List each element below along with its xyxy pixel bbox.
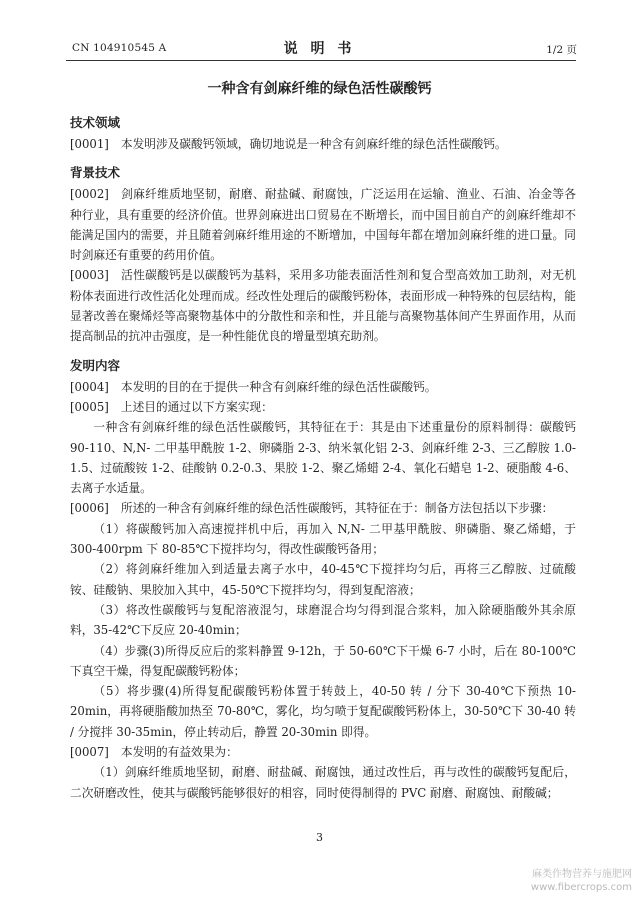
section-heading-invention: 发明内容 xyxy=(70,357,121,373)
paragraph-tag: [0001] xyxy=(70,137,109,151)
watermark-url: www.fibercrops.com xyxy=(530,882,632,893)
page-number: 3 xyxy=(316,831,323,844)
step-4: （4）步骤(3)所得反应后的浆料静置 9-12h，于 50-60℃下干燥 6-7 小时，后在 80-100℃下真空干燥，得复配碳酸钙粉体； xyxy=(70,643,576,678)
paragraph-0005 xyxy=(70,397,576,417)
document-title: 一种含有剑麻纤维的绿色活性碳酸钙 xyxy=(207,81,432,97)
paragraph-0006 xyxy=(70,498,576,518)
document-type-label: 说 明 书 xyxy=(283,41,356,57)
paragraph-text: 本发明的有益效果为： xyxy=(120,745,238,760)
paragraph-tag: [0006] xyxy=(70,501,109,516)
page-header xyxy=(0,38,639,58)
paragraph-text: 本发明的目的在于提供一种含有剑麻纤维的绿色活性碳酸钙。 xyxy=(120,379,437,394)
watermark xyxy=(454,868,632,894)
paragraph-0002 xyxy=(70,184,576,265)
paragraph-tag: [0005] xyxy=(70,399,109,414)
step-5: （5）将步骤(4)所得复配碳酸钙粉体置于转鼓上，40-50 转 / 分下 30-40℃下预热 10-20min，再将硬脂酸加热至 70-80℃，雾化，均匀喷于复配碳酸钙粉体上，30-50℃下 30-40 转 / 分搅拌 30-35min，停止转动后，静置 20-30min 即得。 xyxy=(70,684,576,739)
watermark-site-name: 麻类作物营养与施肥网 xyxy=(532,869,632,880)
step-1: （1）将碳酸钙加入高速搅拌机中后，再加入 N,N- 二甲基甲酰胺、卵磷脂、聚乙烯蜡，于 300-400rpm 下 80-85℃下搅拌均匀，得改性碳酸钙备用； xyxy=(70,521,576,557)
paragraph-text: 活性碳酸钙是以碳酸钙为基料，采用多功能表面活性剂和复合型高效加工助剂，对无机粉体表面进行改性活化处理而成。经改性处理后的碳酸钙粉体，表面形成一种特殊的包层结构，能显著改善在聚烯烃等高聚物基体中的分散性和亲和性，并且能与高聚物基体间产生界面作用，从而提高制品的抗冲击强度，是一种性能优良的增量型填充助剂。 xyxy=(70,268,576,344)
paragraph-tag: [0003] xyxy=(70,268,109,283)
paragraph-text: 本发明涉及碳酸钙领域，确切地说是一种含有剑麻纤维的绿色活性碳酸钙。 xyxy=(120,137,507,151)
paragraph-tag: [0002] xyxy=(70,187,109,202)
paragraph-tag: [0007] xyxy=(70,745,109,760)
paragraph-0005-formula: 一种含有剑麻纤维的绿色活性碳酸钙，其特征在于：其是由下述重量份的原料制得：碳酸钙 90-110、N,N- 二甲基甲酰胺 1-2、卵磷脂 2-3、纳米氧化铝 2-3、剑麻纤维 2-3、三乙醇胺 1.0-1.5、过硫酸铵 1-2、硅酸钠 0.2-0.3、果胶 1-2、聚乙烯蜡 2-4、氧化石蜡皂 1-2、硬脂酸 4-6、去离子水适量。 xyxy=(70,420,576,496)
step-2: （2）将剑麻纤维加入到适量去离子水中，40-45℃下搅拌均匀后，再将三乙醇胺、过硫酸铵、硅酸钠、果胶加入其中，45-50℃下搅拌均匀，得到复配溶液； xyxy=(70,562,576,597)
paragraph-text: 上述目的通过以下方案实现： xyxy=(120,399,273,414)
header-divider xyxy=(66,60,576,61)
section-heading-tech-field: 技术领域 xyxy=(70,115,121,130)
page-indicator: 1/2 页 xyxy=(546,44,577,56)
paragraph-text: 剑麻纤维质地坚韧，耐磨、耐盐碱、耐腐蚀，广泛运用在运输、渔业、石油、冶金等各种行业，具有重要的经济价值。世界剑麻进出口贸易在不断增长，而中国目前自产的剑麻纤维却不能满足国内的需要，并且随着剑麻纤维用途的不断增加，中国每年都在增加剑麻纤维的进口量。同时剑麻还有重要的药用价值。 xyxy=(70,187,576,263)
paragraph-0007 xyxy=(70,742,576,762)
document-body xyxy=(70,112,576,803)
paragraph-0003 xyxy=(70,265,576,346)
paragraph-0001 xyxy=(70,134,576,154)
benefit-1: （1）剑麻纤维质地坚韧，耐磨、耐盐碱、耐腐蚀，通过改性后，再与改性的碳酸钙复配后，二次研磨改性，使其与碳酸钙能够很好的相容，同时使得制得的 PVC 耐磨、耐腐蚀、耐酸碱； xyxy=(70,765,576,800)
section-heading-background: 背景技术 xyxy=(70,165,121,181)
paragraph-text: 所述的一种含有剑麻纤维的绿色活性碳酸钙，其特征在于：制备方法包括以下步骤： xyxy=(120,501,554,516)
step-3: （3）将改性碳酸钙与复配溶液混匀，球磨混合均匀得到混合浆料，加入除硬脂酸外其余原料，35-42℃下反应 20-40min； xyxy=(70,602,576,638)
patent-number: CN 104910545 A xyxy=(72,42,167,54)
paragraph-tag: [0004] xyxy=(70,379,109,394)
paragraph-0004 xyxy=(70,377,576,397)
